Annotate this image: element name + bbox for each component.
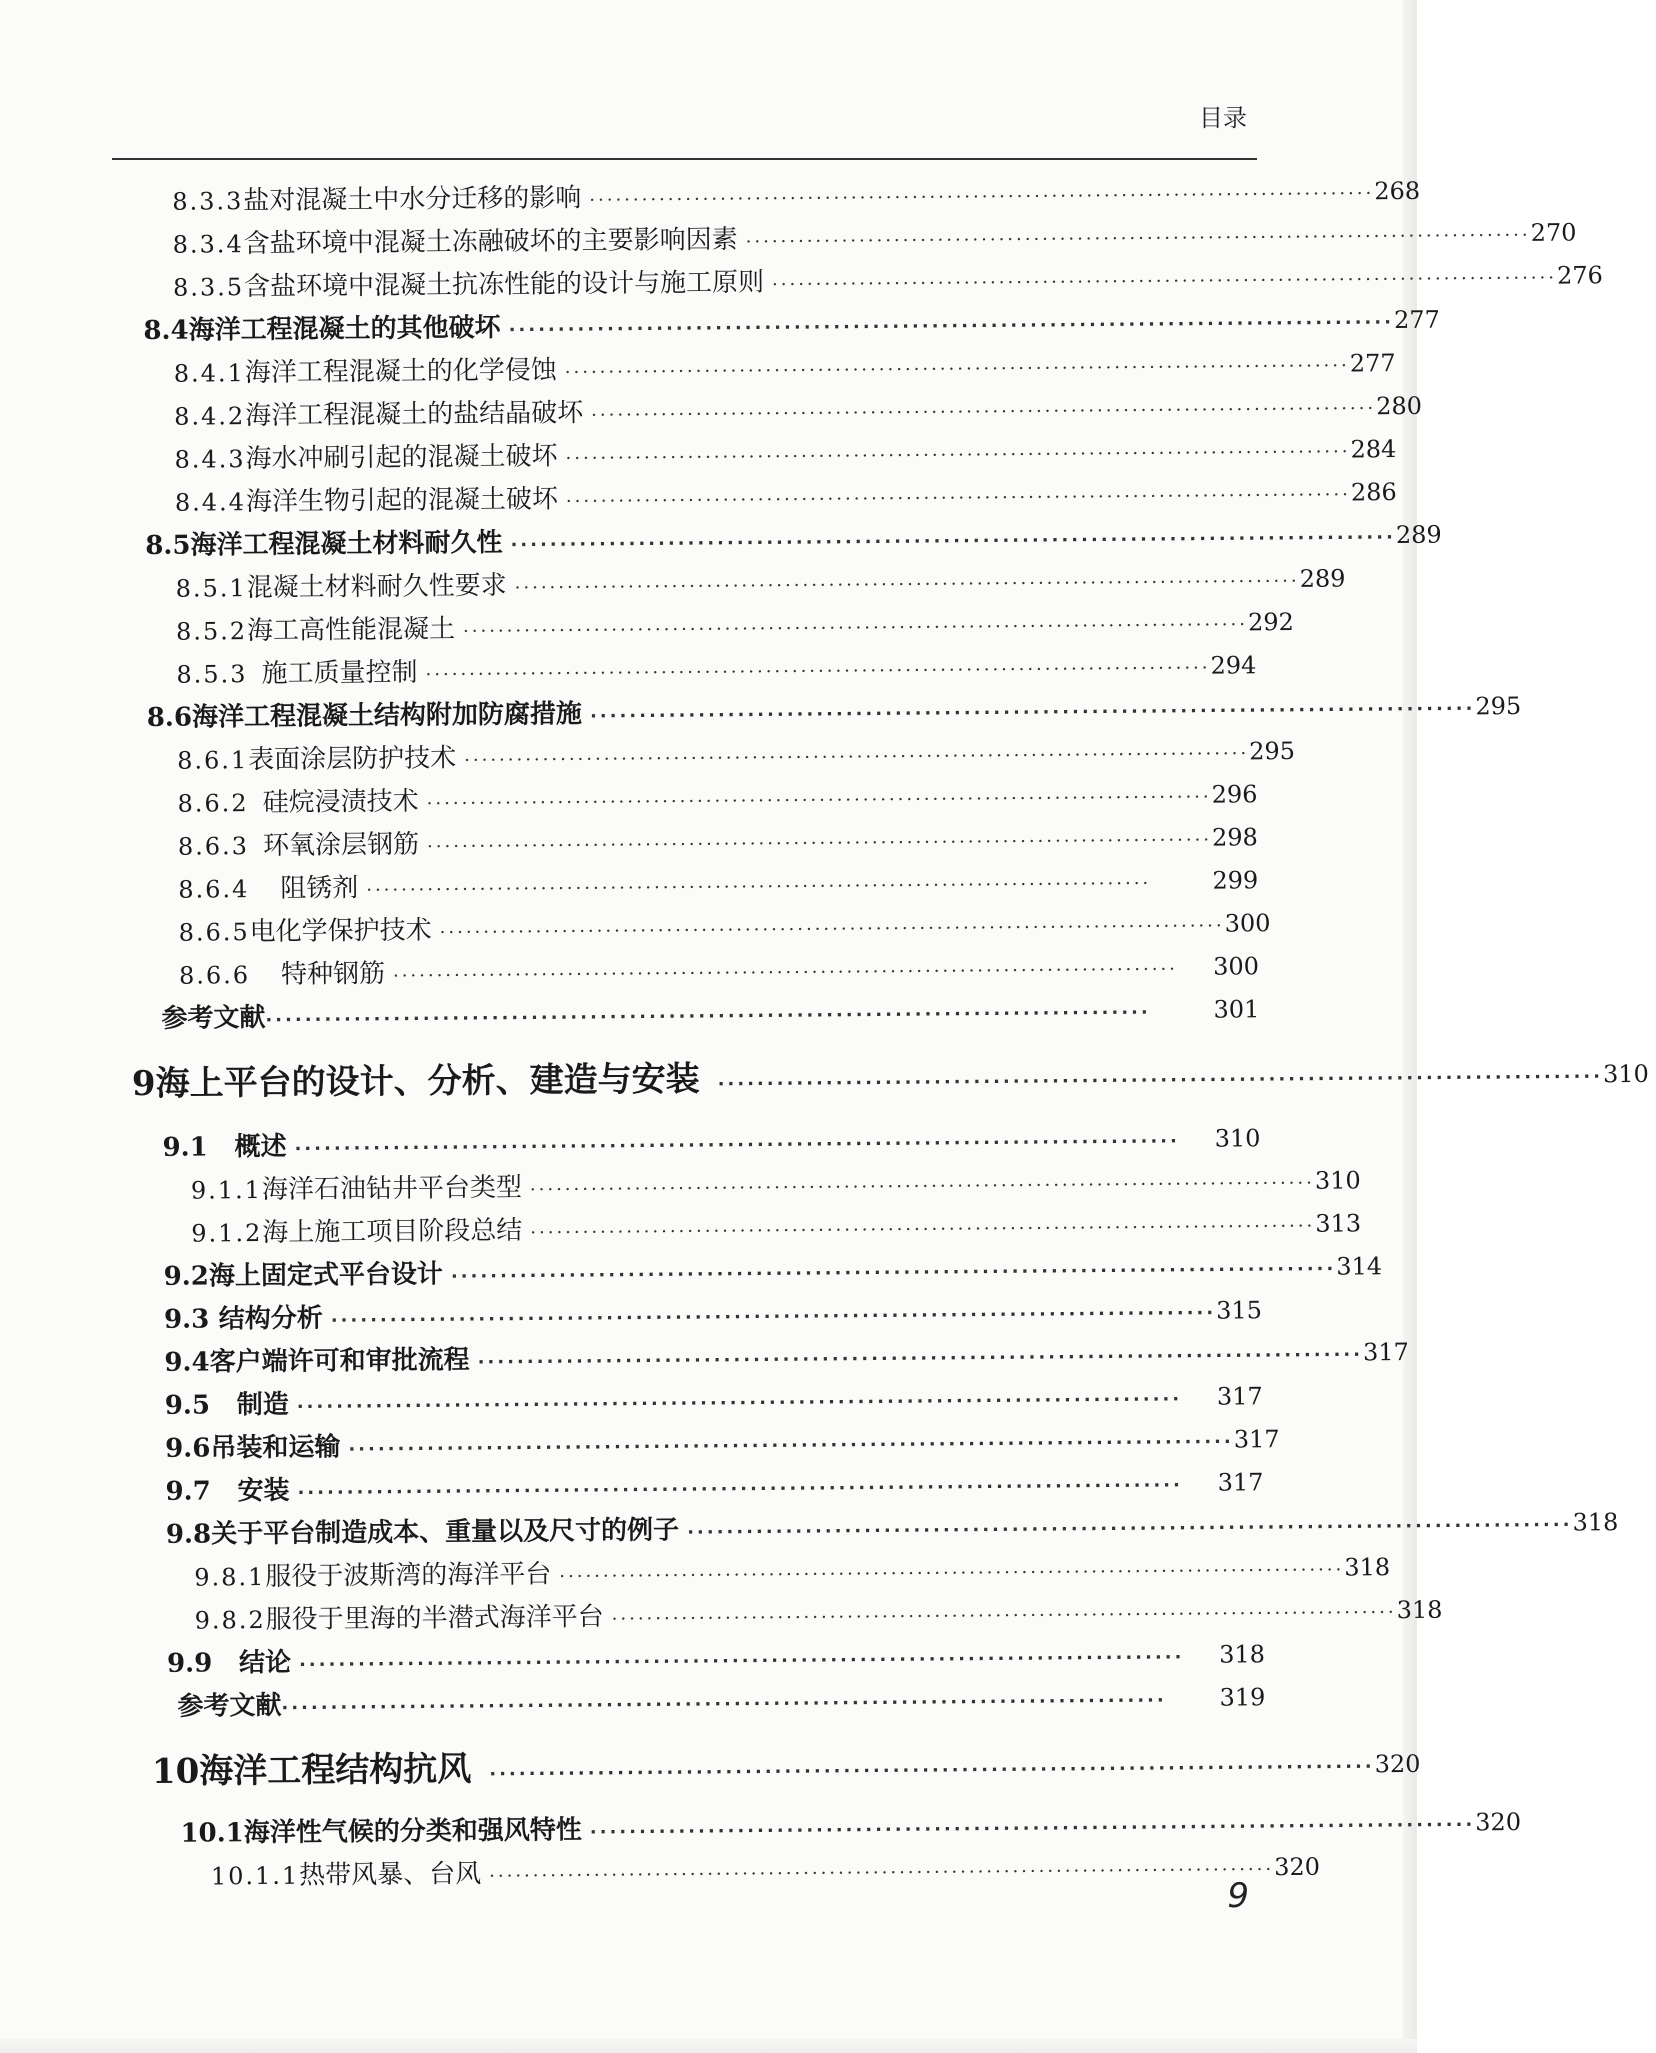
entry-number: 8.5.3 <box>176 660 248 689</box>
toc-section <box>143 301 1440 351</box>
entry-number: 8.6.1 <box>177 746 249 775</box>
references-title: 参考文献 <box>161 1002 266 1034</box>
entry-number: 8.3.3 <box>172 187 244 216</box>
entry-number: 10.1.1 <box>210 1861 300 1891</box>
toc-entry <box>176 645 1256 694</box>
toc-entry <box>178 817 1258 866</box>
entry-page: 300 <box>1213 952 1260 981</box>
entry-number: 8.5.1 <box>175 574 247 603</box>
entry-title: 服役于波斯湾的海洋平台 <box>265 1559 552 1592</box>
dot-leader: ·························································································· <box>687 1514 1573 1544</box>
section-number: 9.6 <box>165 1433 211 1464</box>
dot-leader: ·························································································· <box>489 1756 1375 1786</box>
dot-leader: ·························································································· <box>265 1002 1151 1031</box>
toc-chapter <box>151 1734 1421 1800</box>
section-title: 安装 <box>237 1475 290 1507</box>
dot-leader: ·························································································· <box>425 657 1211 686</box>
entry-title: 海洋工程混凝土的化学侵蚀 <box>244 355 557 389</box>
entry-title: 海水冲刷引起的混凝土破坏 <box>245 441 558 475</box>
section-title: 海上固定式平台设计 <box>208 1259 444 1292</box>
entry-title: 海工高性能混凝土 <box>246 614 456 647</box>
toc-entry <box>178 903 1271 952</box>
dot-leader: ·························································································· <box>530 1215 1316 1244</box>
entry-title: 海洋生物引起的混凝土破坏 <box>245 484 559 518</box>
entry-title: 环氧涂层钢筋 <box>262 829 420 861</box>
entry-page: 295 <box>1249 736 1296 766</box>
dot-leader: ·························································································· <box>294 1130 1181 1160</box>
entry-number: 8.6.4 <box>178 875 250 904</box>
dot-leader: ·························································································· <box>427 829 1213 858</box>
dot-leader: ·························································································· <box>611 1602 1397 1630</box>
toc-entry <box>178 860 1258 909</box>
references-title: 参考文献 <box>177 1690 282 1722</box>
entry-number: 8.6.2 <box>177 789 249 818</box>
dot-leader: ·························································································· <box>439 915 1225 944</box>
entry-page: 300 <box>1224 909 1271 938</box>
section-number: 9.1 <box>162 1132 208 1163</box>
toc-entry <box>172 215 1577 264</box>
section-title: 结构分析 <box>218 1303 323 1335</box>
dot-leader: ·························································································· <box>297 1474 1184 1504</box>
entry-number: 8.4.4 <box>174 488 247 517</box>
chapter-title: 海洋工程结构抗风 <box>199 1749 472 1792</box>
toc-entry <box>172 172 1421 221</box>
dot-leader: ·························································································· <box>508 312 1395 341</box>
section-number: 10.1 <box>180 1818 244 1849</box>
references-page: 301 <box>1213 995 1260 1024</box>
entry-page: 289 <box>1299 564 1346 593</box>
dot-leader: ·························································································· <box>366 873 1152 902</box>
section-page: 289 <box>1395 520 1442 550</box>
section-number: 9.5 <box>164 1390 211 1421</box>
section-number: 9.3 <box>163 1304 210 1335</box>
entry-title: 海上施工项目阶段总结 <box>262 1215 523 1248</box>
dot-leader: ·························································································· <box>463 614 1249 643</box>
toc-entry <box>191 1204 1362 1253</box>
dot-leader: ·························································································· <box>392 958 1179 987</box>
header-rule <box>112 158 1257 160</box>
dot-leader: ·························································································· <box>565 441 1351 470</box>
dot-leader: ·························································································· <box>281 1690 1167 1719</box>
entry-page: 292 <box>1247 607 1294 637</box>
section-page: 317 <box>1216 1382 1263 1411</box>
entry-page: 294 <box>1210 651 1257 680</box>
dot-leader: ·························································································· <box>296 1388 1183 1418</box>
dot-leader: ·························································································· <box>717 1066 1604 1095</box>
section-title: 客户端许可和审批流程 <box>209 1345 470 1378</box>
toc-section <box>164 1290 1262 1340</box>
toc-references <box>161 989 1259 1039</box>
section-number: 9.4 <box>164 1347 210 1378</box>
section-title: 制造 <box>236 1389 289 1421</box>
dot-leader: ·························································································· <box>565 484 1352 513</box>
toc-entry <box>172 258 1603 307</box>
dot-leader: ·························································································· <box>745 224 1531 253</box>
toc-entry <box>173 344 1396 393</box>
entry-number: 8.4.1 <box>173 359 245 388</box>
toc-entry <box>174 473 1397 522</box>
toc-section <box>167 1634 1265 1684</box>
entry-number: 8.6.6 <box>178 961 251 990</box>
dot-leader: ·························································································· <box>298 1646 1185 1676</box>
toc-section <box>145 516 1442 566</box>
chapter-title: 海上平台的设计、分析、建造与安装 <box>155 1059 700 1104</box>
entry-title: 电化学保护技术 <box>249 915 432 948</box>
toc-entry <box>190 1161 1361 1210</box>
entry-number: 8.6.3 <box>177 832 250 861</box>
section-number: 8.5 <box>145 530 191 561</box>
section-title: 海洋工程混凝土的其他破坏 <box>188 312 501 346</box>
section-title: 关于平台制造成本、重量以及尺寸的例子 <box>210 1515 680 1550</box>
entry-number: 9.1.1 <box>190 1175 263 1205</box>
toc-entry <box>194 1591 1443 1640</box>
toc-section <box>165 1419 1280 1469</box>
toc-section <box>165 1376 1263 1426</box>
entry-page: 270 <box>1530 218 1577 247</box>
toc-references <box>177 1677 1265 1726</box>
section-page: 315 <box>1216 1296 1263 1325</box>
toc-section <box>180 1804 1522 1853</box>
toc-section <box>165 1462 1263 1512</box>
section-page: 320 <box>1475 1808 1522 1837</box>
toc-section <box>165 1505 1619 1555</box>
toc-entry <box>175 559 1346 608</box>
dot-leader: ·························································································· <box>450 1258 1337 1288</box>
entry-page: 318 <box>1344 1553 1391 1582</box>
entry-page: 286 <box>1350 478 1397 507</box>
section-title: 海洋工程混凝土材料耐久性 <box>190 527 503 561</box>
chapter-page: 310 <box>1602 1059 1649 1089</box>
section-number: 8.4 <box>143 315 189 346</box>
section-number: 9.2 <box>163 1261 210 1292</box>
section-page: 317 <box>1362 1337 1409 1367</box>
dot-leader: ·························································································· <box>489 1859 1275 1888</box>
chapter-page: 320 <box>1374 1749 1421 1779</box>
entry-number: 8.3.4 <box>172 230 244 259</box>
toc-section <box>163 1247 1383 1297</box>
chapter-number: 9 <box>131 1063 156 1105</box>
entry-page: 313 <box>1315 1209 1362 1238</box>
entry-title: 混凝土材料耐久性要求 <box>246 570 507 604</box>
dot-leader: ·························································································· <box>589 698 1476 728</box>
section-page: 314 <box>1336 1252 1383 1281</box>
entry-title: 阻锈剂 <box>280 873 359 904</box>
section-title: 吊装和运输 <box>210 1432 341 1464</box>
dot-leader: ·························································································· <box>772 267 1558 296</box>
entry-title: 热带风暴、台风 <box>299 1859 482 1891</box>
entry-number: 8.6.5 <box>178 918 250 947</box>
section-page: 317 <box>1233 1425 1280 1454</box>
section-page: 277 <box>1393 305 1440 335</box>
dot-leader: ·························································································· <box>529 1172 1316 1201</box>
section-page: 318 <box>1572 1508 1619 1537</box>
toc-entry <box>174 430 1397 479</box>
chapter-number: 10 <box>151 1751 200 1792</box>
entry-page: 299 <box>1212 866 1259 895</box>
entry-title: 海洋石油钻井平台类型 <box>261 1172 523 1205</box>
references-page: 319 <box>1219 1683 1266 1712</box>
entry-title: 海洋工程混凝土的盐结晶破坏 <box>245 398 584 432</box>
section-title: 海洋性气候的分类和强风特性 <box>243 1815 582 1849</box>
toc-entry <box>210 1847 1321 1896</box>
toc-entry <box>174 387 1423 436</box>
dot-leader: ·························································································· <box>426 786 1212 815</box>
entry-number: 9.8.1 <box>194 1562 266 1592</box>
entry-title: 硅烷浸渍技术 <box>262 786 419 818</box>
entry-page: 310 <box>1314 1166 1361 1195</box>
table-of-contents <box>0 161 1649 1891</box>
toc-section <box>164 1333 1409 1383</box>
entry-number: 9.8.2 <box>194 1605 266 1635</box>
section-page: 295 <box>1475 691 1522 721</box>
dot-leader: ·························································································· <box>589 183 1375 212</box>
section-number: 9.7 <box>165 1476 211 1507</box>
section-number: 9.8 <box>165 1519 212 1550</box>
entry-number: 8.3.5 <box>172 273 245 302</box>
entry-page: 296 <box>1211 780 1258 809</box>
entry-number: 9.1.2 <box>191 1218 263 1248</box>
section-page: 317 <box>1217 1468 1264 1497</box>
entry-title: 含盐环境中混凝土抗冻性能的设计与施工原则 <box>243 267 765 303</box>
entry-page: 276 <box>1556 261 1603 290</box>
entry-number: 8.5.2 <box>175 617 248 646</box>
section-page: 318 <box>1219 1640 1266 1669</box>
entry-title: 服役于里海的半潜式海洋平台 <box>265 1602 604 1635</box>
toc-entry <box>175 602 1294 651</box>
entry-page: 277 <box>1349 349 1396 378</box>
section-number: 8.6 <box>146 702 193 733</box>
entry-page: 318 <box>1396 1595 1443 1625</box>
entry-page: 284 <box>1350 435 1397 464</box>
running-head: 目录 <box>1199 104 1247 132</box>
page-bottom-edge <box>0 2039 1417 2053</box>
dot-leader: ·························································································· <box>348 1431 1234 1461</box>
toc-chapter <box>131 1046 1649 1112</box>
entry-title: 盐对混凝土中水分迁移的影响 <box>243 183 582 217</box>
toc-entry <box>179 946 1259 995</box>
toc-section <box>146 688 1522 738</box>
section-title: 结论 <box>238 1647 292 1679</box>
section-title: 海洋工程混凝土结构附加防腐措施 <box>191 699 583 733</box>
entry-page: 298 <box>1211 823 1258 852</box>
entry-page: 280 <box>1376 391 1423 421</box>
dot-leader: ·························································································· <box>330 1302 1217 1332</box>
section-page: 310 <box>1214 1124 1261 1153</box>
entry-page: 320 <box>1274 1852 1321 1882</box>
entry-title: 含盐环境中混凝土冻融破坏的主要影响因素 <box>243 224 738 260</box>
section-title: 概述 <box>234 1131 287 1163</box>
dot-leader: ·························································································· <box>514 570 1300 599</box>
dot-leader: ·························································································· <box>559 1559 1345 1588</box>
dot-leader: ·························································································· <box>477 1344 1364 1374</box>
dot-leader: ·························································································· <box>464 743 1250 772</box>
page-number: 9 <box>1227 1876 1249 1916</box>
dot-leader: ·························································································· <box>589 1814 1476 1844</box>
dot-leader: ·························································································· <box>591 398 1377 427</box>
entry-title: 表面涂层防护技术 <box>248 743 457 776</box>
entry-title: 施工质量控制 <box>261 657 418 689</box>
entry-number: 8.4.2 <box>174 402 246 431</box>
toc-section <box>162 1118 1260 1168</box>
dot-leader: ·························································································· <box>564 355 1350 384</box>
toc-entry <box>177 731 1296 780</box>
section-number: 9.9 <box>166 1648 213 1679</box>
dot-leader: ·························································································· <box>510 527 1397 556</box>
entry-title: 特种钢筋 <box>280 958 386 990</box>
toc-entry <box>177 774 1257 823</box>
entry-page: 268 <box>1374 176 1421 206</box>
toc-entry <box>194 1548 1391 1597</box>
entry-number: 8.4.3 <box>174 445 246 474</box>
